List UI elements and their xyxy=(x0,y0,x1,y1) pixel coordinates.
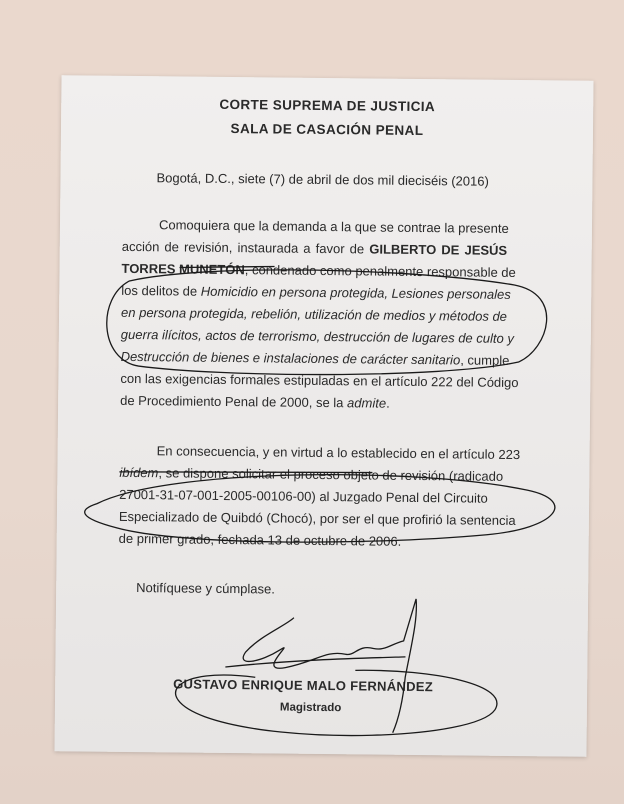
p1-line-5: en persona protegida, rebelión, utilización de medios y métodos de xyxy=(120,304,508,324)
signature-underline xyxy=(225,655,405,669)
signatory-name: GUSTAVO ENRIQUE MALO FERNÁNDEZ xyxy=(173,676,434,695)
p1-line-6: guerra ilícitos, actos de terrorismo, destrucción de lugares de culto y xyxy=(120,326,514,346)
signatory-title: Magistrado xyxy=(279,701,342,715)
ellipse-file-mark xyxy=(84,472,555,545)
p1-line-7: Destrucción de bienes e instalaciones de carácter sanitario, cumple xyxy=(120,348,510,368)
p2-line-1: En consecuencia, y en virtud a lo establecido en el artículo 223 xyxy=(156,443,521,463)
p2-line-5: de primer grado, fechada 13 de octubre de 2006. xyxy=(118,530,402,549)
strike-file-mark xyxy=(119,470,372,475)
chamber-heading: SALA DE CASACIÓN PENAL xyxy=(230,121,424,139)
p2-line-4: Especializado de Quibdó (Chocó), por ser el que profirió la sentencia xyxy=(118,508,516,529)
pen-annotations xyxy=(54,75,593,757)
p1-line-1: Comoquiera que la demanda a la que se contrae la presente xyxy=(158,217,509,236)
p2-line-3: 27001-31-07-001-2005-00106-00) al Juzgado Penal del Circuito xyxy=(119,486,488,506)
signature-flourish xyxy=(175,668,497,737)
court-heading: CORTE SUPREMA DE JUSTICIA xyxy=(219,96,436,115)
signature-mark xyxy=(242,597,416,733)
document-page xyxy=(54,75,593,757)
document-text xyxy=(54,75,593,757)
strike-name-mark xyxy=(180,265,275,268)
ellipse-crimes-mark xyxy=(106,268,547,377)
p1-line-9: de Procedimiento Penal de 2000, se la admite. xyxy=(120,392,390,411)
p1-line-4: los delitos de Homicidio en persona protegida, Lesiones personales xyxy=(121,282,511,302)
p1-line-2: acción de revisión, instaurada a favor de GILBERTO DE JESÚS xyxy=(121,238,508,258)
closing-line: Notifíquese y cúmplase. xyxy=(136,580,275,597)
p1-line-3: TORRES MUNETÓN, condenado como penalmente responsable de xyxy=(121,260,516,281)
date-line: Bogotá, D.C., siete (7) de abril de dos mil dieciséis (2016) xyxy=(156,170,489,189)
p2-line-2: ibídem, se dispone solicitar el proceso objeto de revisión (radicado xyxy=(119,464,504,484)
p1-line-8: con las exigencias formales estipuladas en el artículo 222 del Código xyxy=(120,370,519,391)
